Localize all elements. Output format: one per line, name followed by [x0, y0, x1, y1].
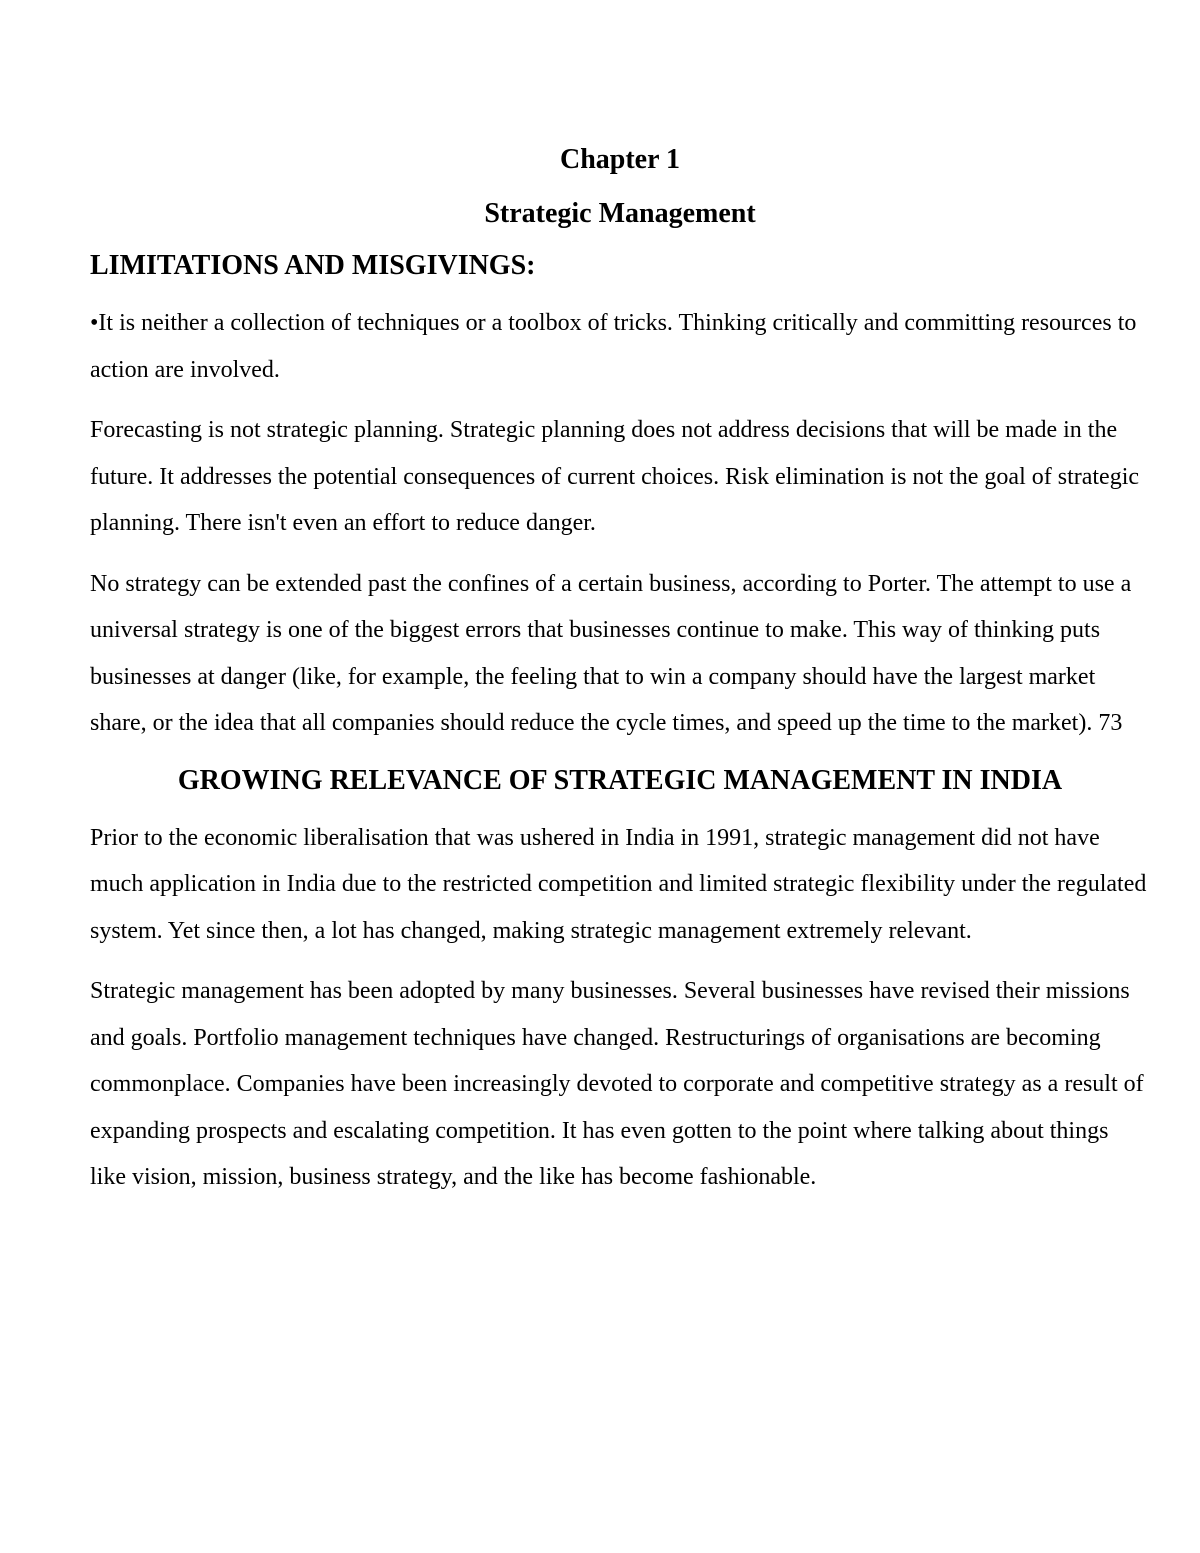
paragraph-limitations-1: •It is neither a collection of techniques or a toolbox of tricks. Thinking critically and committing resources to action are involved.	[90, 310, 1137, 383]
paragraph-limitations-2: Forecasting is not strategic planning. Strategic planning does not address decisions that will be made in the future. It addresses the potential consequences of current choices. Risk elimination is not the goal of strategic planning. There isn't even an effort to reduce danger.	[90, 417, 1140, 536]
paragraph-relevance-2: Strategic management has been adopted by many businesses. Several businesses have revised their missions and goals. Portfolio management techniques have changed. Restructurings of organisations are becoming commonplace. Companies have been increasingly devoted to corporate and competitive strategy as a result of expanding prospects and escalating competition. It has even gotten to the point where talking about things like vision, mission, business strategy, and the like has become fashionable.	[90, 978, 1144, 1190]
section-heading-growing-relevance: GROWING RELEVANCE OF STRATEGIC MANAGEMENT IN INDIA	[177, 764, 1063, 796]
section-heading-limitations: LIMITATIONS AND MISGIVINGS:	[90, 250, 536, 281]
chapter-title: Strategic Management	[484, 198, 756, 229]
chapter-number: Chapter 1	[559, 144, 681, 175]
paragraph-relevance-1: Prior to the economic liberalisation that was ushered in India in 1991, strategic management did not have much application in India due to the restricted competition and limited strategic flexibility under the regulated system. Yet since then, a lot has changed, making strategic management extremely relevant.	[90, 824, 1147, 944]
document-page	[90, 140, 1150, 1215]
paragraph-limitations-3: No strategy can be extended past the confines of a certain business, according to Porter. The attempt to use a universal strategy is one of the biggest errors that businesses continue to make. This way of thinking puts businesses at danger (like, for example, the feeling that to win a company should have the largest market share, or the idea that all companies should reduce the cycle times, and speed up the time to the market). 73	[90, 570, 1132, 736]
